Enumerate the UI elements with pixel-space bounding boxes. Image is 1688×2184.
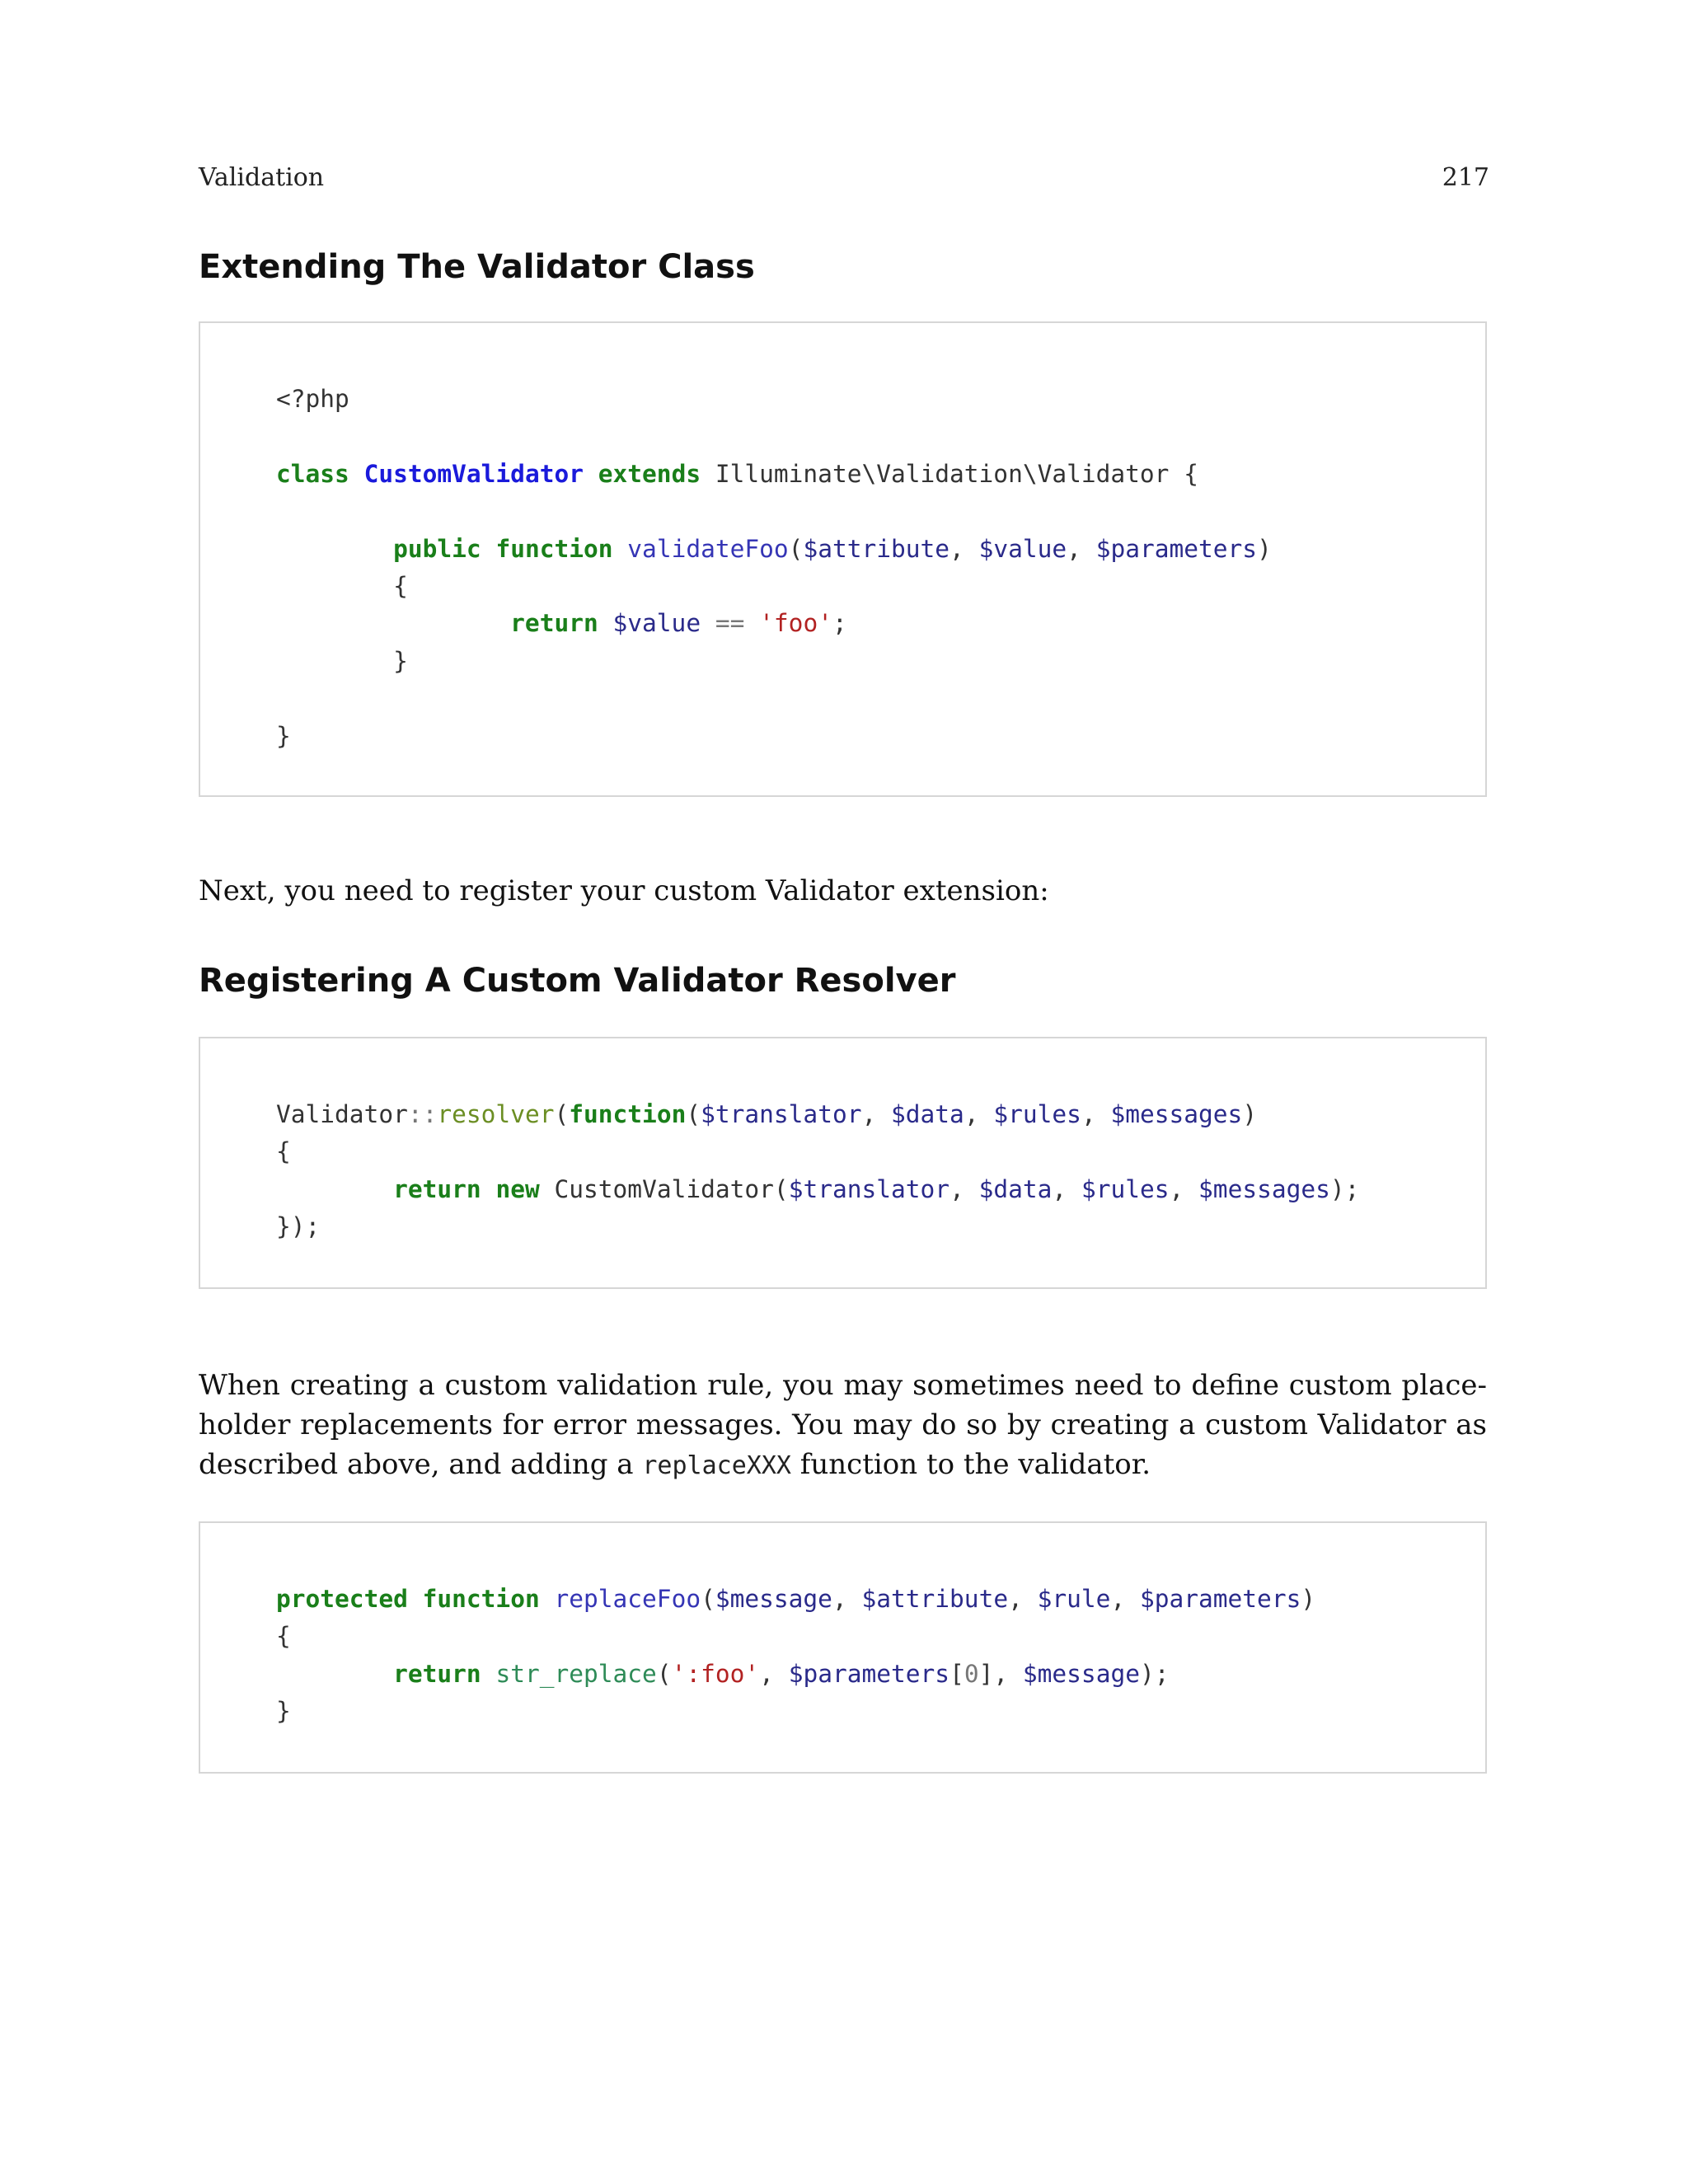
variable: $attribute bbox=[803, 534, 950, 563]
code-line bbox=[276, 493, 1485, 530]
variable: $rules bbox=[1081, 1174, 1170, 1203]
variable: $translator bbox=[788, 1174, 950, 1203]
variable: $rule bbox=[1037, 1585, 1111, 1613]
code-line bbox=[276, 1618, 1485, 1655]
paragraph-text: When creating a custom validation rule, you may sometimes need to define custom place-holder replacements for error messages. You may do so by creating a custom Validator as described above, and adding a bbox=[199, 1369, 1487, 1481]
variable: $messages bbox=[1198, 1174, 1330, 1203]
class-name: CustomValidator bbox=[363, 459, 584, 488]
variable: $data bbox=[978, 1174, 1053, 1203]
code-line bbox=[276, 568, 1485, 605]
code-line: protected function replaceFoo($message, $attribute, $rule, $parameters) bbox=[276, 1585, 1316, 1613]
variable: $rules bbox=[993, 1100, 1081, 1128]
brace: { bbox=[393, 571, 408, 600]
keyword: function bbox=[569, 1100, 687, 1128]
code-line bbox=[276, 1208, 1485, 1245]
code-line bbox=[276, 680, 1485, 717]
keyword: new bbox=[495, 1174, 540, 1203]
function-name: replaceFoo bbox=[554, 1585, 701, 1613]
variable: $message bbox=[715, 1585, 832, 1613]
variable: $message bbox=[1022, 1659, 1140, 1688]
parent-class: Illuminate\Validation\Validator { bbox=[715, 459, 1198, 488]
class-name: Validator bbox=[276, 1100, 408, 1128]
brace: } bbox=[393, 646, 408, 675]
code-line bbox=[276, 456, 1485, 493]
variable: $value bbox=[978, 534, 1067, 563]
array-index: 0 bbox=[964, 1659, 979, 1688]
code-block-resolver bbox=[199, 1037, 1487, 1289]
keyword: function bbox=[495, 534, 613, 563]
function-name: str_replace bbox=[495, 1659, 657, 1688]
code-line bbox=[276, 418, 1485, 455]
variable: $parameters bbox=[788, 1659, 950, 1688]
string-literal: ':foo' bbox=[671, 1659, 760, 1688]
brace: } bbox=[276, 1697, 291, 1726]
keyword: public bbox=[393, 534, 481, 563]
operator: :: bbox=[407, 1100, 438, 1128]
code-line bbox=[276, 1693, 1485, 1730]
keyword: class bbox=[276, 459, 349, 488]
class-name: CustomValidator bbox=[554, 1174, 774, 1203]
method-name: resolver bbox=[437, 1100, 555, 1128]
variable: $value bbox=[612, 609, 701, 638]
variable: $messages bbox=[1110, 1100, 1243, 1128]
keyword: return bbox=[510, 609, 598, 638]
brace: } bbox=[276, 721, 291, 750]
operator: == bbox=[715, 609, 745, 638]
php-open-tag: <?php bbox=[276, 385, 349, 413]
code-line bbox=[276, 643, 1485, 680]
brace: { bbox=[276, 1622, 291, 1651]
variable: $translator bbox=[701, 1100, 862, 1128]
keyword: protected bbox=[276, 1585, 408, 1613]
inline-code: replaceXXX bbox=[642, 1451, 791, 1480]
code-line: return str_replace(':foo', $parameters[0], $message); bbox=[393, 1659, 1170, 1688]
brace: }); bbox=[276, 1212, 321, 1241]
variable: $parameters bbox=[1139, 1585, 1301, 1613]
function-name: validateFoo bbox=[627, 534, 789, 563]
variable: $parameters bbox=[1095, 534, 1258, 563]
page-number: 217 bbox=[1442, 163, 1489, 192]
code-line: public function validateFoo($attribute, $value, $parameters) bbox=[393, 534, 1272, 563]
paragraph-text: function to the validator. bbox=[791, 1448, 1151, 1481]
code-line bbox=[276, 718, 1485, 755]
keyword: extends bbox=[598, 459, 701, 488]
variable: $attribute bbox=[861, 1585, 1009, 1613]
keyword: return bbox=[393, 1659, 481, 1688]
brace: { bbox=[276, 1137, 291, 1166]
variable: $data bbox=[891, 1100, 964, 1128]
code-block-replace-foo bbox=[199, 1521, 1487, 1774]
code-line: Validator::resolver(function($translator, $data, $rules, $messages) bbox=[276, 1100, 1258, 1128]
paragraph-placeholder-replacements bbox=[199, 1366, 1487, 1486]
paragraph-register: Next, you need to register your custom Validator extension: bbox=[199, 874, 1049, 907]
keyword: function bbox=[422, 1585, 540, 1613]
running-head: Validation bbox=[199, 163, 325, 192]
code-line bbox=[276, 1133, 1485, 1170]
section-heading-registering: Registering A Custom Validator Resolver bbox=[199, 962, 956, 1000]
code-block-custom-validator bbox=[199, 321, 1487, 797]
code-line: return $value == 'foo'; bbox=[510, 609, 847, 638]
code-line bbox=[276, 381, 1485, 418]
code-line: return new CustomValidator($translator, $data, $rules, $messages); bbox=[393, 1174, 1360, 1203]
section-heading-extending: Extending The Validator Class bbox=[199, 248, 755, 286]
keyword: return bbox=[393, 1174, 481, 1203]
string-literal: 'foo' bbox=[759, 609, 832, 638]
